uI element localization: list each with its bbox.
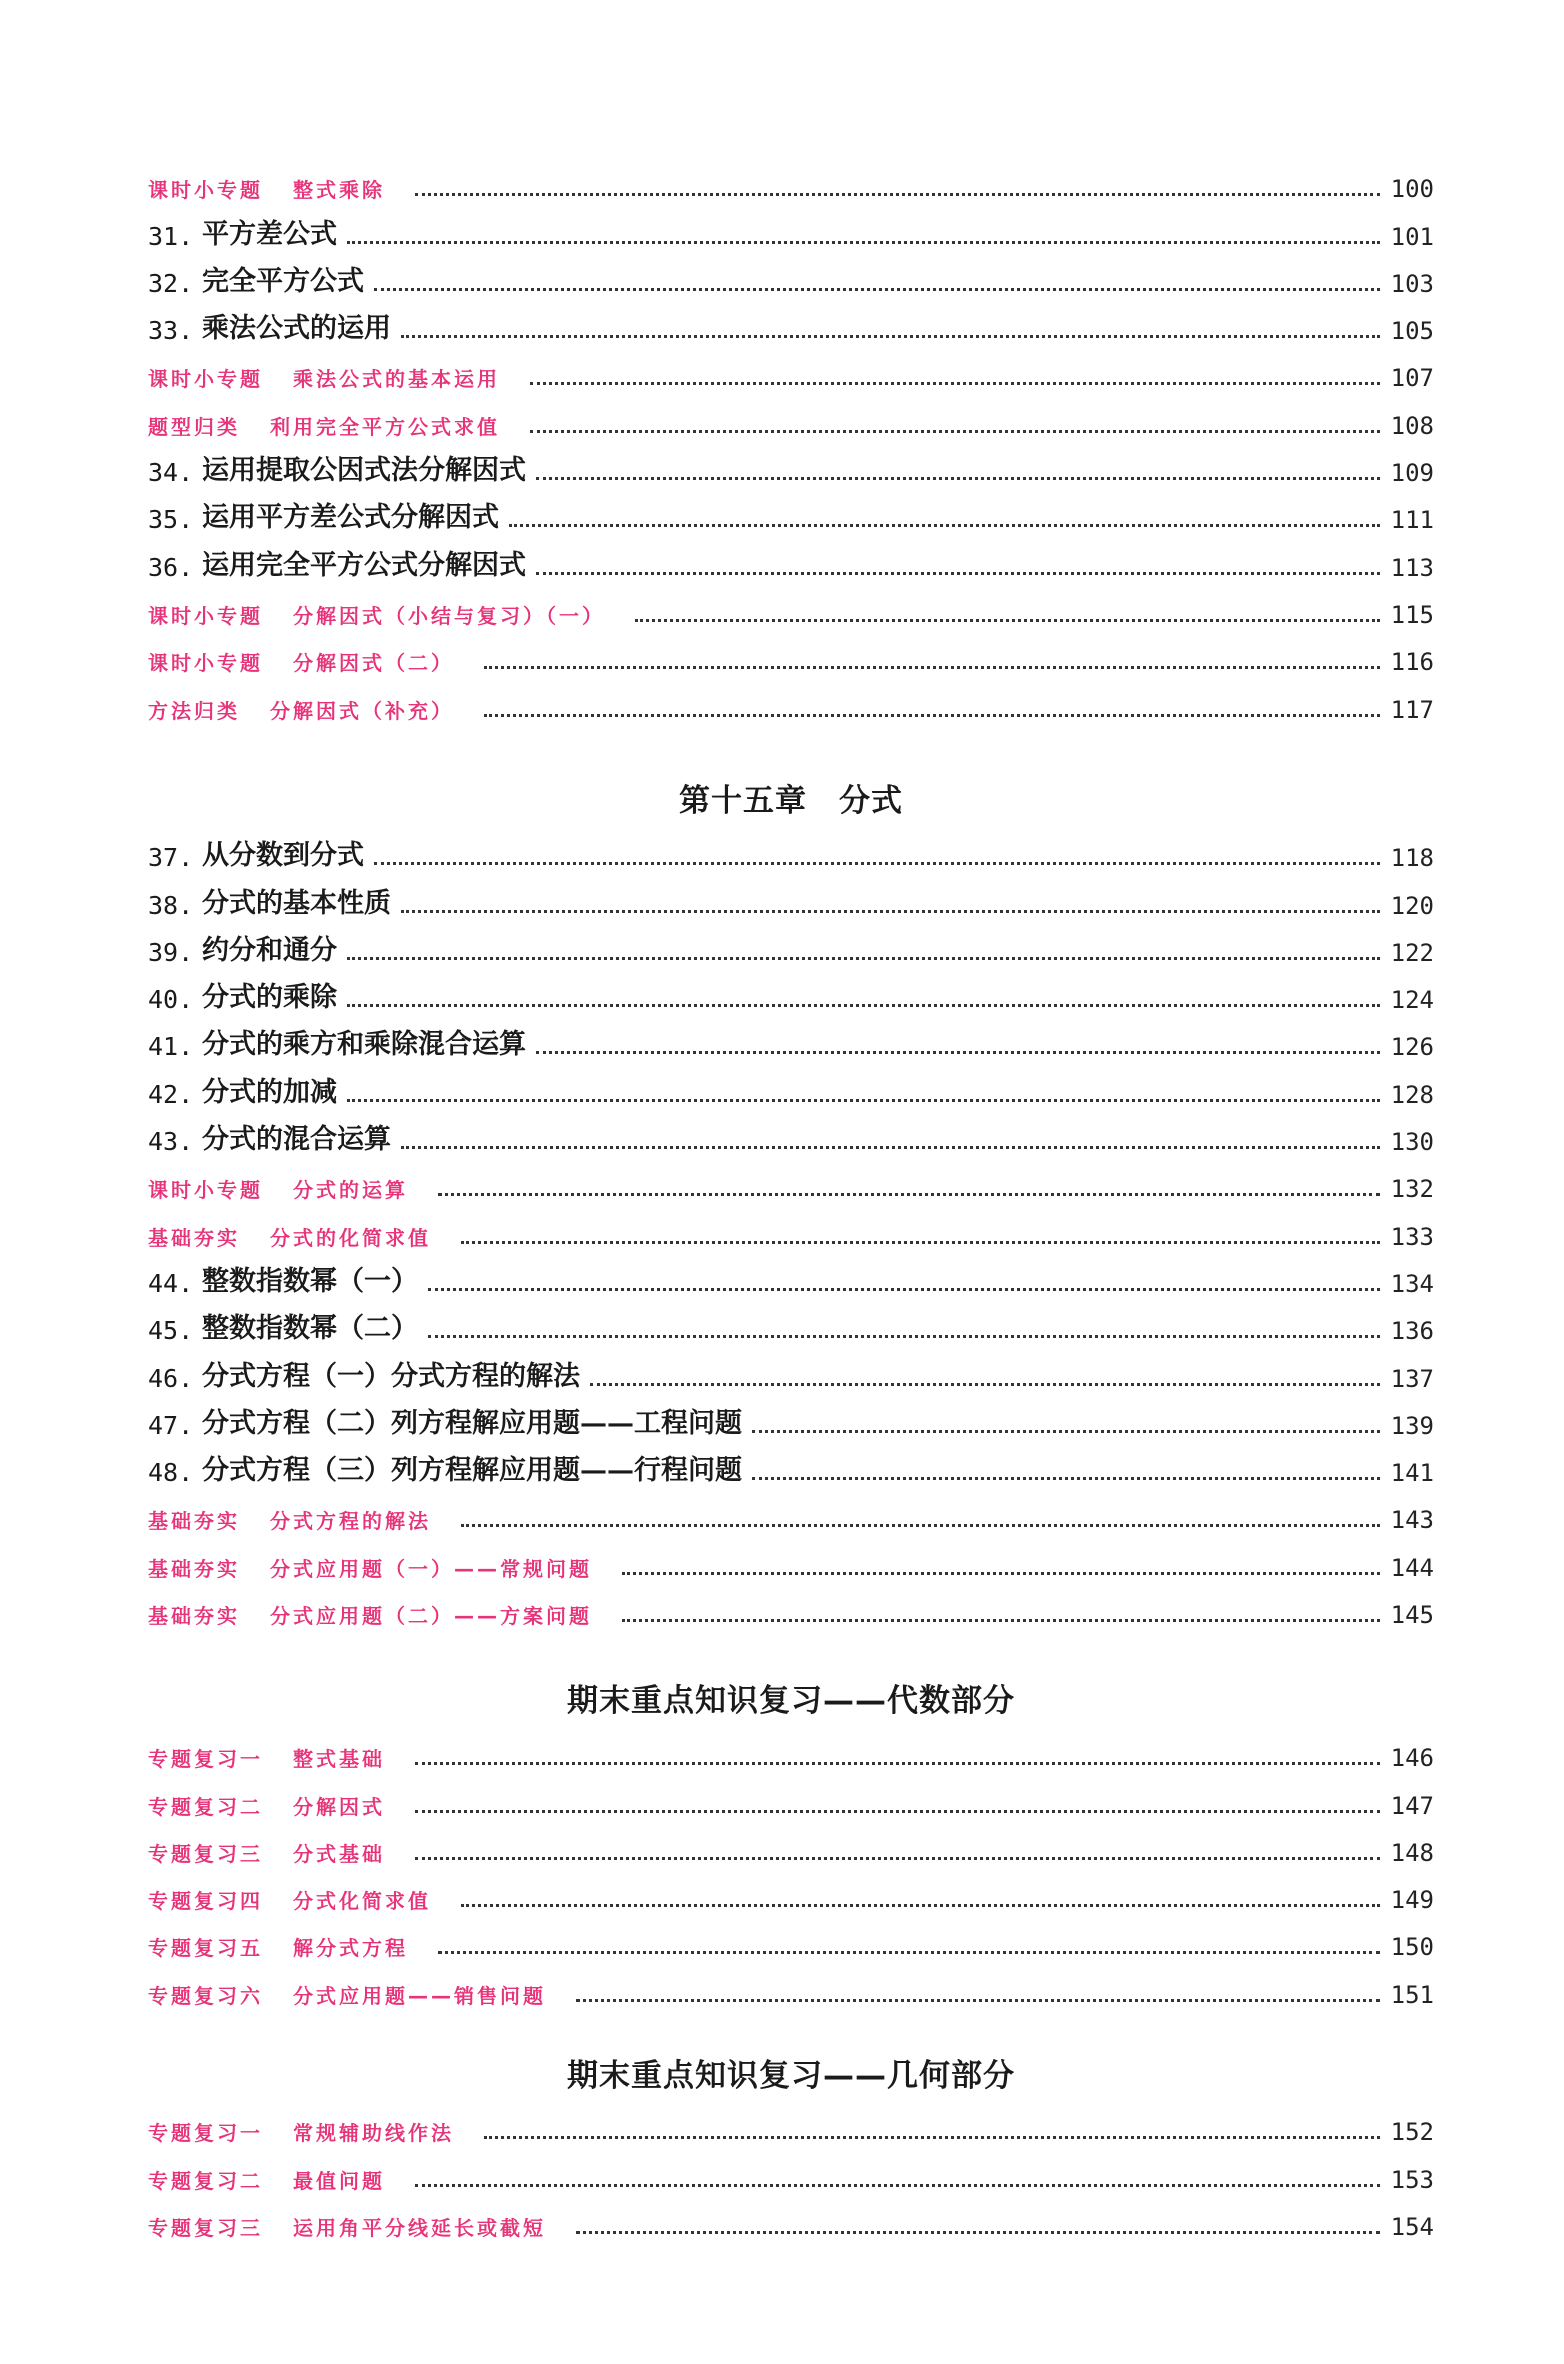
page-number: 105 [1390, 317, 1434, 346]
dot-leader [752, 1430, 1380, 1433]
entry-title: 分解因式（小结与复习）（一） [293, 603, 605, 628]
toc-lesson-entry[interactable] [148, 487, 1434, 534]
entry-title: 分式应用题（二）——方案问题 [270, 1604, 592, 1629]
dot-leader [622, 1572, 1380, 1575]
dot-leader [536, 477, 1380, 480]
entry-title: 运用平方差公式分解因式 [202, 502, 499, 534]
entry-number: 46. [148, 1363, 194, 1393]
page-number: 109 [1390, 459, 1434, 488]
entry-category-tag: 专题复习六 [148, 1983, 263, 2008]
entry-category-tag: 方法归类 [148, 698, 240, 723]
entry-category-tag: 专题复习三 [148, 1841, 263, 1866]
page-number: 152 [1390, 2118, 1434, 2147]
entry-category-tag: 基础夯实 [148, 1556, 240, 1581]
toc-lesson-entry[interactable] [148, 534, 1434, 581]
toc-lesson-entry[interactable] [148, 872, 1434, 919]
toc-lesson-entry[interactable] [148, 1061, 1434, 1108]
page-number: 139 [1390, 1411, 1434, 1440]
dot-leader [347, 1004, 1380, 1007]
dot-leader [752, 1477, 1380, 1480]
entry-title: 分式的混合运算 [202, 1124, 391, 1156]
toc-section-review-algebra [148, 1725, 1434, 2009]
toc-lesson-entry[interactable] [148, 1440, 1434, 1487]
toc-special-entry[interactable] [148, 392, 1434, 439]
entry-title: 分式方程（二）列方程解应用题——工程问题 [202, 1407, 742, 1439]
entry-number: 38. [148, 890, 194, 920]
entry-title: 运用提取公因式法分解因式 [202, 455, 526, 487]
entry-category-tag: 题型归类 [148, 414, 240, 439]
page-number: 137 [1390, 1364, 1434, 1393]
page-number: 154 [1390, 2212, 1434, 2241]
dot-leader [415, 193, 1380, 196]
entry-category-tag: 基础夯实 [148, 1509, 240, 1534]
page-number: 113 [1390, 553, 1434, 582]
toc-section-chapter15 [148, 825, 1434, 1629]
dot-leader [484, 714, 1380, 717]
entry-title: 分式的运算 [293, 1178, 408, 1203]
dot-leader [461, 1904, 1380, 1907]
dot-leader [576, 1999, 1380, 2002]
entry-category-tag: 专题复习二 [148, 2168, 263, 2193]
page-number: 126 [1390, 1033, 1434, 1062]
page-number: 145 [1390, 1601, 1434, 1630]
toc-special-entry[interactable] [148, 676, 1434, 723]
entry-title: 分式方程（一）分式方程的解法 [202, 1360, 580, 1392]
entry-title: 分式的加减 [202, 1076, 337, 1108]
dot-leader [347, 241, 1380, 244]
page-number: 107 [1390, 364, 1434, 393]
dot-leader [428, 1335, 1380, 1338]
dot-leader [536, 572, 1380, 575]
dot-leader [415, 1810, 1380, 1813]
dot-leader [576, 2231, 1380, 2234]
entry-title: 分式应用题（一）——常规问题 [270, 1556, 592, 1581]
entry-title: 分式的乘方和乘除混合运算 [202, 1029, 526, 1061]
toc-special-entry[interactable] [148, 1961, 1434, 2008]
dot-leader [461, 1241, 1380, 1244]
toc-special-entry[interactable] [148, 1725, 1434, 1772]
entry-number: 43. [148, 1127, 194, 1157]
entry-title: 乘法公式的基本运用 [293, 367, 500, 392]
page-number: 111 [1390, 506, 1434, 535]
entry-title: 运用角平分线延长或截短 [293, 2215, 546, 2240]
entry-category-tag: 课时小专题 [148, 178, 263, 203]
page-number: 136 [1390, 1317, 1434, 1346]
entry-title: 分式应用题——销售问题 [293, 1983, 546, 2008]
entry-title: 从分数到分式 [202, 840, 364, 872]
dot-leader [461, 1524, 1380, 1527]
entry-title: 分式的化简求值 [270, 1225, 431, 1250]
toc-lesson-entry[interactable] [148, 920, 1434, 967]
entry-number: 40. [148, 985, 194, 1015]
entry-category-tag: 基础夯实 [148, 1604, 240, 1629]
review-geometry-heading: 期末重点知识复习——几何部分 [567, 2058, 1015, 2094]
entry-number: 36. [148, 552, 194, 582]
entry-title: 分式化简求值 [293, 1889, 431, 1914]
entry-title: 平方差公式 [202, 218, 337, 250]
page-number: 133 [1390, 1222, 1434, 1251]
toc-special-entry[interactable] [148, 582, 1434, 629]
entry-title: 乘法公式的运用 [202, 313, 391, 345]
toc-special-entry[interactable] [148, 2146, 1434, 2193]
dot-leader [484, 666, 1380, 669]
toc-special-entry[interactable] [148, 2194, 1434, 2241]
entry-title: 分式的基本性质 [202, 887, 391, 919]
entry-title: 约分和通分 [202, 934, 337, 966]
entry-title: 分解因式 [293, 1794, 385, 1819]
dot-leader [347, 957, 1380, 960]
page-number: 117 [1390, 695, 1434, 724]
entry-number: 32. [148, 268, 194, 298]
page-number: 116 [1390, 648, 1434, 677]
toc-special-entry[interactable] [148, 1582, 1434, 1629]
page-number: 134 [1390, 1269, 1434, 1298]
toc-lesson-entry[interactable] [148, 298, 1434, 345]
entry-number: 34. [148, 458, 194, 488]
toc-special-entry[interactable] [148, 1914, 1434, 1961]
entry-title: 运用完全平方公式分解因式 [202, 549, 526, 581]
entry-title: 分解因式（补充） [270, 698, 454, 723]
entry-title: 整式基础 [293, 1747, 385, 1772]
entry-category-tag: 专题复习二 [148, 1794, 263, 1819]
toc-lesson-entry[interactable] [148, 1393, 1434, 1440]
toc-lesson-entry[interactable] [148, 251, 1434, 298]
dot-leader [374, 288, 1380, 291]
dot-leader [428, 1288, 1380, 1291]
page-number: 100 [1390, 175, 1434, 204]
toc-lesson-entry[interactable] [148, 440, 1434, 487]
entry-number: 35. [148, 505, 194, 535]
page-number: 103 [1390, 269, 1434, 298]
entry-category-tag: 基础夯实 [148, 1225, 240, 1250]
page-number: 153 [1390, 2165, 1434, 2194]
page-number: 124 [1390, 986, 1434, 1015]
entry-category-tag: 课时小专题 [148, 367, 263, 392]
entry-title: 最值问题 [293, 2168, 385, 2193]
dot-leader [438, 1951, 1380, 1954]
toc-lesson-entry[interactable] [148, 1109, 1434, 1156]
page-number: 151 [1390, 1980, 1434, 2009]
entry-title: 分式方程的解法 [270, 1509, 431, 1534]
toc-special-entry[interactable] [148, 1867, 1434, 1914]
toc-special-entry[interactable] [148, 156, 1434, 203]
dot-leader [415, 1857, 1380, 1860]
entry-number: 31. [148, 221, 194, 251]
dot-leader [415, 1762, 1380, 1765]
entry-number: 37. [148, 843, 194, 873]
page-number: 120 [1390, 891, 1434, 920]
page-number: 144 [1390, 1553, 1434, 1582]
dot-leader [536, 1051, 1380, 1054]
entry-title: 解分式方程 [293, 1936, 408, 1961]
entry-number: 47. [148, 1410, 194, 1440]
dot-leader [484, 2136, 1380, 2139]
page-number: 101 [1390, 222, 1434, 251]
dot-leader [401, 910, 1380, 913]
toc-special-entry[interactable] [148, 2099, 1434, 2146]
page-number: 115 [1390, 600, 1434, 629]
page-number: 128 [1390, 1080, 1434, 1109]
entry-title: 完全平方公式 [202, 265, 364, 297]
page-number: 149 [1390, 1886, 1434, 1915]
toc-special-entry[interactable] [148, 1772, 1434, 1819]
entry-category-tag: 课时小专题 [148, 603, 263, 628]
dot-leader [590, 1383, 1380, 1386]
dot-leader [401, 1146, 1380, 1149]
entry-category-tag: 专题复习一 [148, 2121, 263, 2146]
toc-special-entry[interactable] [148, 1534, 1434, 1581]
entry-category-tag: 专题复习一 [148, 1747, 263, 1772]
page-number: 132 [1390, 1175, 1434, 1204]
entry-category-tag: 课时小专题 [148, 651, 263, 676]
entry-number: 41. [148, 1032, 194, 1062]
entry-title: 分式的乘除 [202, 982, 337, 1014]
chapter-heading: 第十五章 分式 [679, 783, 903, 819]
dot-leader [374, 862, 1380, 865]
toc-section-integral [148, 156, 1434, 724]
entry-category-tag: 专题复习五 [148, 1936, 263, 1961]
page-number: 147 [1390, 1791, 1434, 1820]
page-number: 150 [1390, 1933, 1434, 1962]
toc-lesson-entry[interactable] [148, 825, 1434, 872]
page-number: 108 [1390, 411, 1434, 440]
entry-title: 分式方程（三）列方程解应用题——行程问题 [202, 1455, 742, 1487]
toc-lesson-entry[interactable] [148, 203, 1434, 250]
entry-category-tag: 专题复习三 [148, 2215, 263, 2240]
toc-lesson-entry[interactable] [148, 1014, 1434, 1061]
dot-leader [401, 335, 1380, 338]
entry-number: 42. [148, 1079, 194, 1109]
dot-leader [438, 1193, 1380, 1196]
dot-leader [622, 1619, 1380, 1622]
toc-special-entry[interactable] [148, 629, 1434, 676]
entry-title: 分解因式（二） [293, 651, 454, 676]
page-number: 118 [1390, 844, 1434, 873]
page-number: 143 [1390, 1506, 1434, 1535]
toc-special-entry[interactable] [148, 1156, 1434, 1203]
page-number: 148 [1390, 1838, 1434, 1867]
toc-section-review-geometry [148, 2099, 1434, 2241]
entry-category-tag: 课时小专题 [148, 1178, 263, 1203]
review-algebra-heading: 期末重点知识复习——代数部分 [567, 1683, 1015, 1719]
entry-number: 48. [148, 1458, 194, 1488]
entry-title: 整式乘除 [293, 178, 385, 203]
page-number: 122 [1390, 938, 1434, 967]
toc-special-entry[interactable] [148, 1203, 1434, 1250]
dot-leader [509, 524, 1380, 527]
entry-title: 常规辅助线作法 [293, 2121, 454, 2146]
toc-lesson-entry[interactable] [148, 967, 1434, 1014]
dot-leader [347, 1099, 1380, 1102]
dot-leader [635, 619, 1380, 622]
entry-number: 39. [148, 937, 194, 967]
toc-special-entry[interactable] [148, 345, 1434, 392]
toc-lesson-entry[interactable] [148, 1251, 1434, 1298]
dot-leader [415, 2184, 1380, 2187]
dot-leader [530, 382, 1380, 385]
dot-leader [530, 430, 1380, 433]
entry-title: 整数指数幂（二） [202, 1313, 418, 1345]
toc-special-entry[interactable] [148, 1487, 1434, 1534]
page-number: 141 [1390, 1459, 1434, 1488]
entry-number: 45. [148, 1316, 194, 1346]
toc-special-entry[interactable] [148, 1820, 1434, 1867]
toc-lesson-entry[interactable] [148, 1345, 1434, 1392]
entry-number: 44. [148, 1268, 194, 1298]
page-number: 130 [1390, 1128, 1434, 1157]
entry-category-tag: 专题复习四 [148, 1889, 263, 1914]
entry-number: 33. [148, 316, 194, 346]
entry-title: 整数指数幂（一） [202, 1265, 418, 1297]
entry-title: 分式基础 [293, 1841, 385, 1866]
toc-lesson-entry[interactable] [148, 1298, 1434, 1345]
page-number: 146 [1390, 1744, 1434, 1773]
entry-title: 利用完全平方公式求值 [270, 414, 500, 439]
